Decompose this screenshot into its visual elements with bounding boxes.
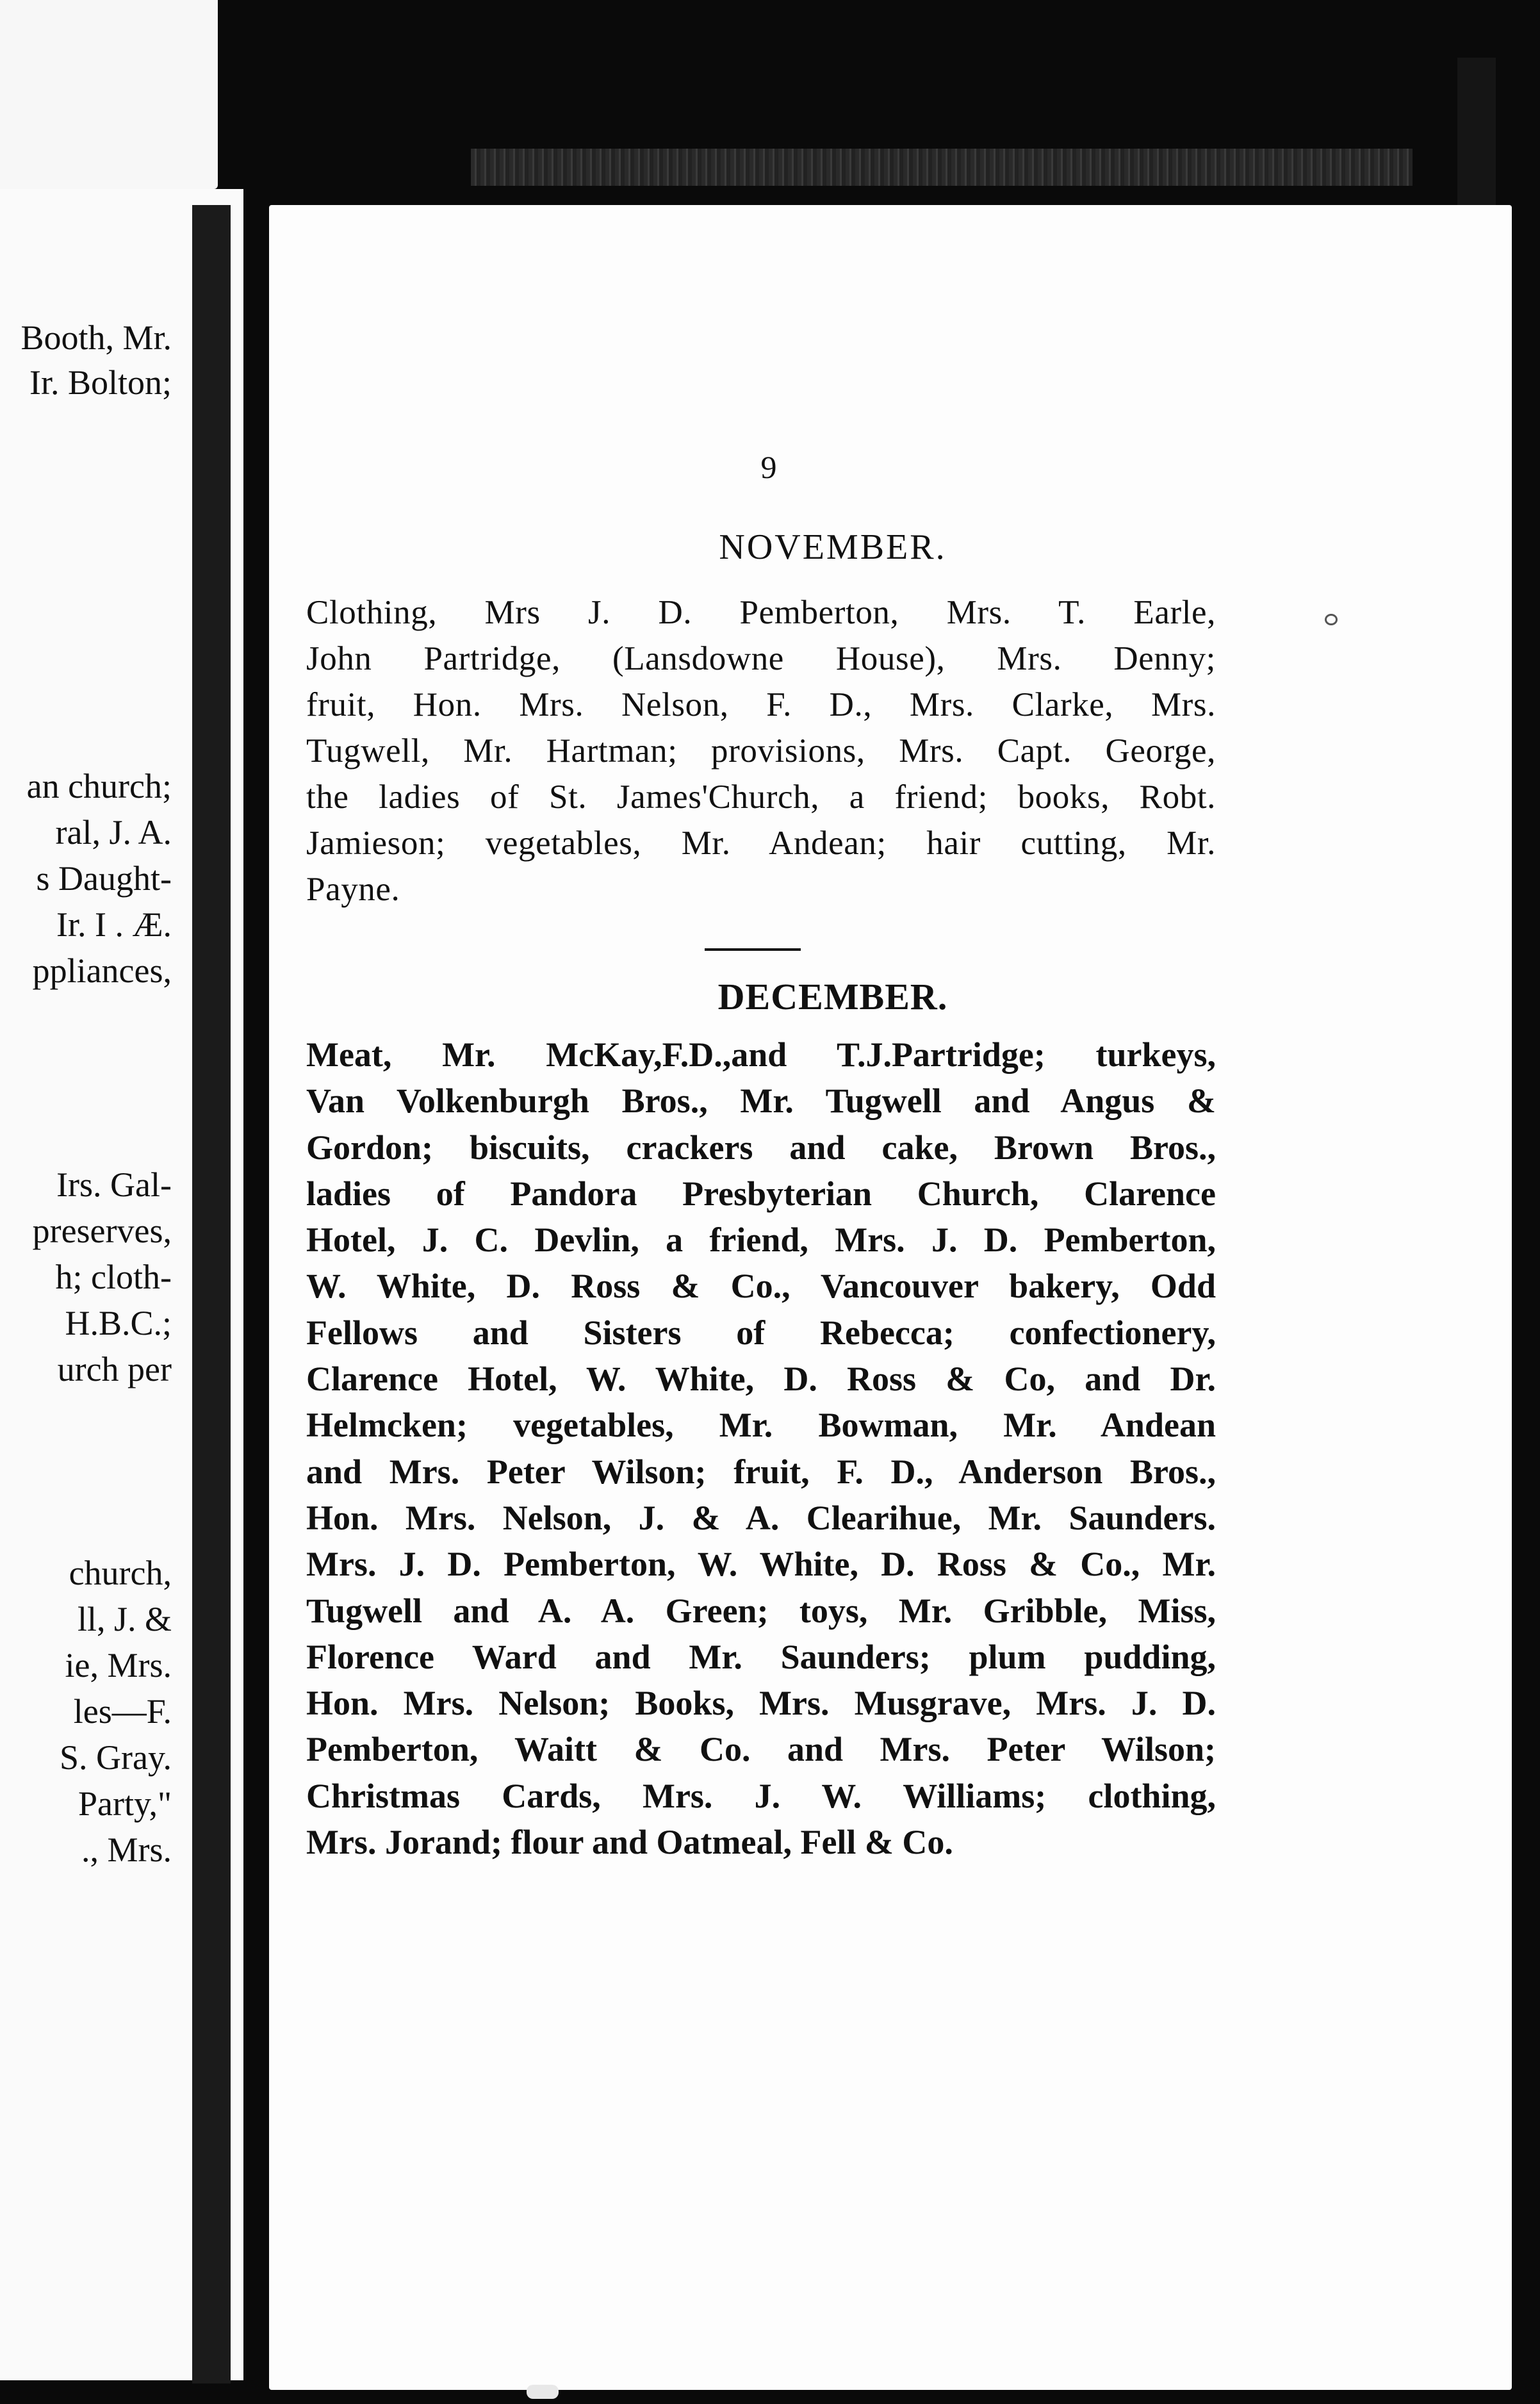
- text-line: ladies of Pandora Presbyterian Church, Clarence: [306, 1174, 1216, 1213]
- text-line: Payne.: [306, 871, 400, 908]
- ink-spot: [1325, 614, 1338, 625]
- left-page-text-fragment: h; cloth-: [55, 1258, 172, 1296]
- text-line: Mrs. J. D. Pemberton, W. White, D. Ross & Co., Mr.: [306, 1545, 1216, 1584]
- text-line: Van Volkenburgh Bros., Mr. Tugwell and Angus &: [306, 1082, 1216, 1121]
- text-line: Florence Ward and Mr. Saunders; plum pudding,: [306, 1637, 1216, 1676]
- text-line: Jamieson; vegetables, Mr. Andean; hair cutting, Mr.: [306, 825, 1216, 862]
- text-line: Clarence Hotel, W. White, D. Ross & Co, and Dr.: [306, 1360, 1216, 1399]
- text-line: Meat, Mr. McKay,F.D.,and T.J.Partridge; turkeys,: [306, 1035, 1216, 1074]
- left-page-text-fragment: Booth, Mr.: [20, 318, 172, 357]
- book-spine: [192, 205, 231, 2383]
- november-heading: NOVEMBER.: [719, 527, 947, 567]
- left-page-text-fragment: H.B.C.;: [65, 1304, 172, 1342]
- left-page-text-fragment: s Daught-: [36, 859, 172, 898]
- left-page-text-fragment: S. Gray.: [60, 1738, 172, 1777]
- text-line: Christmas Cards, Mrs. J. W. Williams; clothing,: [306, 1776, 1216, 1815]
- left-page-text-fragment: an church;: [26, 767, 172, 805]
- text-line: Hotel, J. C. Devlin, a friend, Mrs. J. D. Pemberton,: [306, 1221, 1216, 1260]
- text-line: W. White, D. Ross & Co., Vancouver bakery, Odd: [306, 1267, 1216, 1306]
- text-line: John Partridge, (Lansdowne House), Mrs. Denny;: [306, 640, 1216, 677]
- left-page-text-fragment: Ir. Bolton;: [29, 363, 172, 402]
- scan-mark: [527, 2385, 559, 2399]
- page-corner: [0, 0, 218, 189]
- left-page-text-fragment: church,: [69, 1554, 172, 1592]
- page-number: 9: [760, 449, 777, 485]
- text-line: Mrs. Jorand; flour and Oatmeal, Fell & Co.: [306, 1823, 953, 1862]
- text-line: and Mrs. Peter Wilson; fruit, F. D., Anderson Bros.,: [306, 1452, 1216, 1491]
- text-line: Tugwell, Mr. Hartman; provisions, Mrs. Capt. George,: [306, 732, 1216, 770]
- left-page-text-fragment: urch per: [57, 1350, 172, 1388]
- text-line: Fellows and Sisters of Rebecca; confectionery,: [306, 1313, 1216, 1352]
- text-line: fruit, Hon. Mrs. Nelson, F. D., Mrs. Clarke, Mrs.: [306, 686, 1216, 723]
- left-page-text-fragment: preserves,: [32, 1212, 172, 1250]
- left-page-text-fragment: Ir. I . Æ.: [56, 905, 172, 944]
- left-page-text-fragment: ral, J. A.: [55, 813, 172, 852]
- text-line: Hon. Mrs. Nelson, J. & A. Clearihue, Mr. Saunders.: [306, 1498, 1216, 1537]
- december-paragraph: [306, 1032, 1216, 1865]
- december-heading: DECEMBER.: [717, 976, 948, 1017]
- text-line: Hon. Mrs. Nelson; Books, Mrs. Musgrave, Mrs. J. D.: [306, 1684, 1216, 1723]
- text-line: the ladies of St. James'Church, a friend; books, Robt.: [306, 778, 1216, 816]
- text-line: Helmcken; vegetables, Mr. Bowman, Mr. Andean: [306, 1406, 1216, 1445]
- left-page-text-fragment: les—F.: [73, 1692, 172, 1731]
- left-page-text-fragment: ie, Mrs.: [65, 1646, 172, 1684]
- section-divider: [705, 948, 801, 951]
- text-line: Pemberton, Waitt & Co. and Mrs. Peter Wilson;: [306, 1730, 1216, 1769]
- book-edge-strip: [471, 149, 1413, 186]
- text-line: Clothing, Mrs J. D. Pemberton, Mrs. T. Earle,: [306, 594, 1216, 631]
- left-page-text-fragment: Irs. Gal-: [56, 1165, 172, 1204]
- left-page-text-fragment: ., Mrs.: [81, 1831, 172, 1869]
- november-paragraph: [306, 589, 1216, 912]
- left-page-text-fragment: ll, J. &: [77, 1600, 172, 1638]
- left-page-text-fragment: Party,": [78, 1784, 172, 1823]
- left-page-text-fragment: ppliances,: [32, 951, 172, 990]
- text-line: Tugwell and A. A. Green; toys, Mr. Gribble, Miss,: [306, 1591, 1216, 1630]
- text-line: Gordon; biscuits, crackers and cake, Brown Bros.,: [306, 1128, 1216, 1167]
